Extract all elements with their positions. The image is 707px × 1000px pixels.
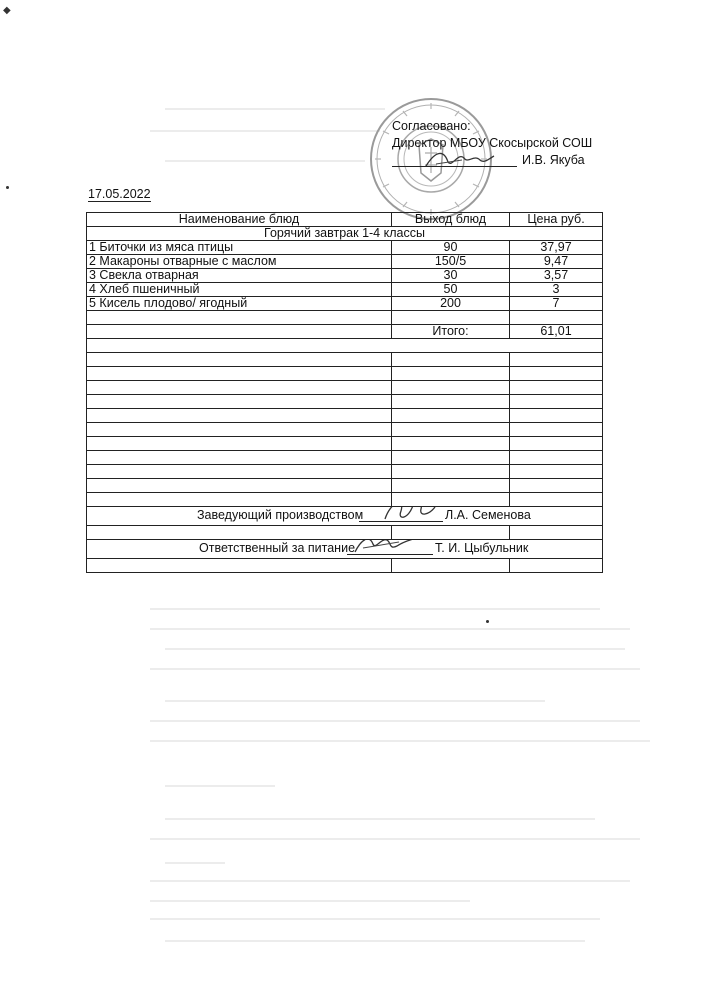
dish-price: 9,47 (510, 255, 603, 269)
total-value: 61,01 (510, 325, 603, 339)
dish-price: 3 (510, 283, 603, 297)
table-row (87, 283, 603, 297)
approval-position: Директор МБОУ Скосырской СОШ (392, 136, 593, 150)
empty-row (87, 395, 603, 409)
production-head-name: Л.А. Семенова (445, 508, 531, 522)
empty-row (87, 493, 603, 507)
empty-row (87, 526, 603, 540)
section-row (87, 227, 603, 241)
column-header-yield: Выход блюд (392, 213, 510, 227)
approval-signatory: И.В. Якуба (522, 153, 585, 167)
section-title: Горячий завтрак 1-4 классы (87, 227, 603, 241)
empty-row (87, 423, 603, 437)
empty-row (87, 451, 603, 465)
approval-block (392, 118, 602, 169)
dish-name: 2 Макароны отварные с маслом (87, 255, 392, 269)
production-head-label: Заведующий производством (197, 508, 364, 522)
empty-row (87, 437, 603, 451)
dish-name: 1 Биточки из мяса птицы (87, 241, 392, 255)
dish-yield: 200 (392, 297, 510, 311)
dish-yield: 90 (392, 241, 510, 255)
document-date: 17.05.2022 (88, 187, 151, 201)
dish-name: 5 Кисель плодово/ ягодный (87, 297, 392, 311)
speck (486, 620, 489, 623)
total-label: Итого: (392, 325, 510, 339)
dish-yield: 150/5 (392, 255, 510, 269)
empty-row (87, 339, 603, 353)
dish-price: 37,97 (510, 241, 603, 255)
table-header-row (87, 213, 603, 227)
table-row (87, 255, 603, 269)
table-row (87, 297, 603, 311)
table-row (87, 269, 603, 283)
nutrition-signature-icon (351, 540, 421, 559)
empty-row (87, 381, 603, 395)
empty-row (87, 353, 603, 367)
empty-row (87, 479, 603, 493)
empty-row (87, 409, 603, 423)
nutrition-responsible-name: Т. И. Цыбульник (435, 541, 529, 555)
dish-name: 4 Хлеб пшеничный (87, 283, 392, 297)
corner-mark-icon: ◆ (3, 5, 11, 16)
dish-yield: 30 (392, 269, 510, 283)
approval-label: Согласовано: (392, 119, 471, 133)
dish-yield: 50 (392, 283, 510, 297)
empty-row (87, 559, 603, 573)
director-signature-icon (422, 146, 497, 172)
column-header-price: Цена руб. (510, 213, 603, 227)
signature-row-nutrition (87, 540, 603, 559)
empty-row (87, 367, 603, 381)
empty-row (87, 311, 603, 325)
production-signature-icon (379, 507, 439, 526)
signature-row-production (87, 507, 603, 526)
dish-price: 7 (510, 297, 603, 311)
speck (6, 186, 9, 189)
dish-name: 3 Свекла отварная (87, 269, 392, 283)
empty-row (87, 465, 603, 479)
menu-table (86, 212, 603, 573)
total-row (87, 325, 603, 339)
dish-price: 3,57 (510, 269, 603, 283)
column-header-dish: Наименование блюд (87, 213, 392, 227)
nutrition-responsible-label: Ответственный за питание (199, 541, 356, 555)
table-row (87, 241, 603, 255)
